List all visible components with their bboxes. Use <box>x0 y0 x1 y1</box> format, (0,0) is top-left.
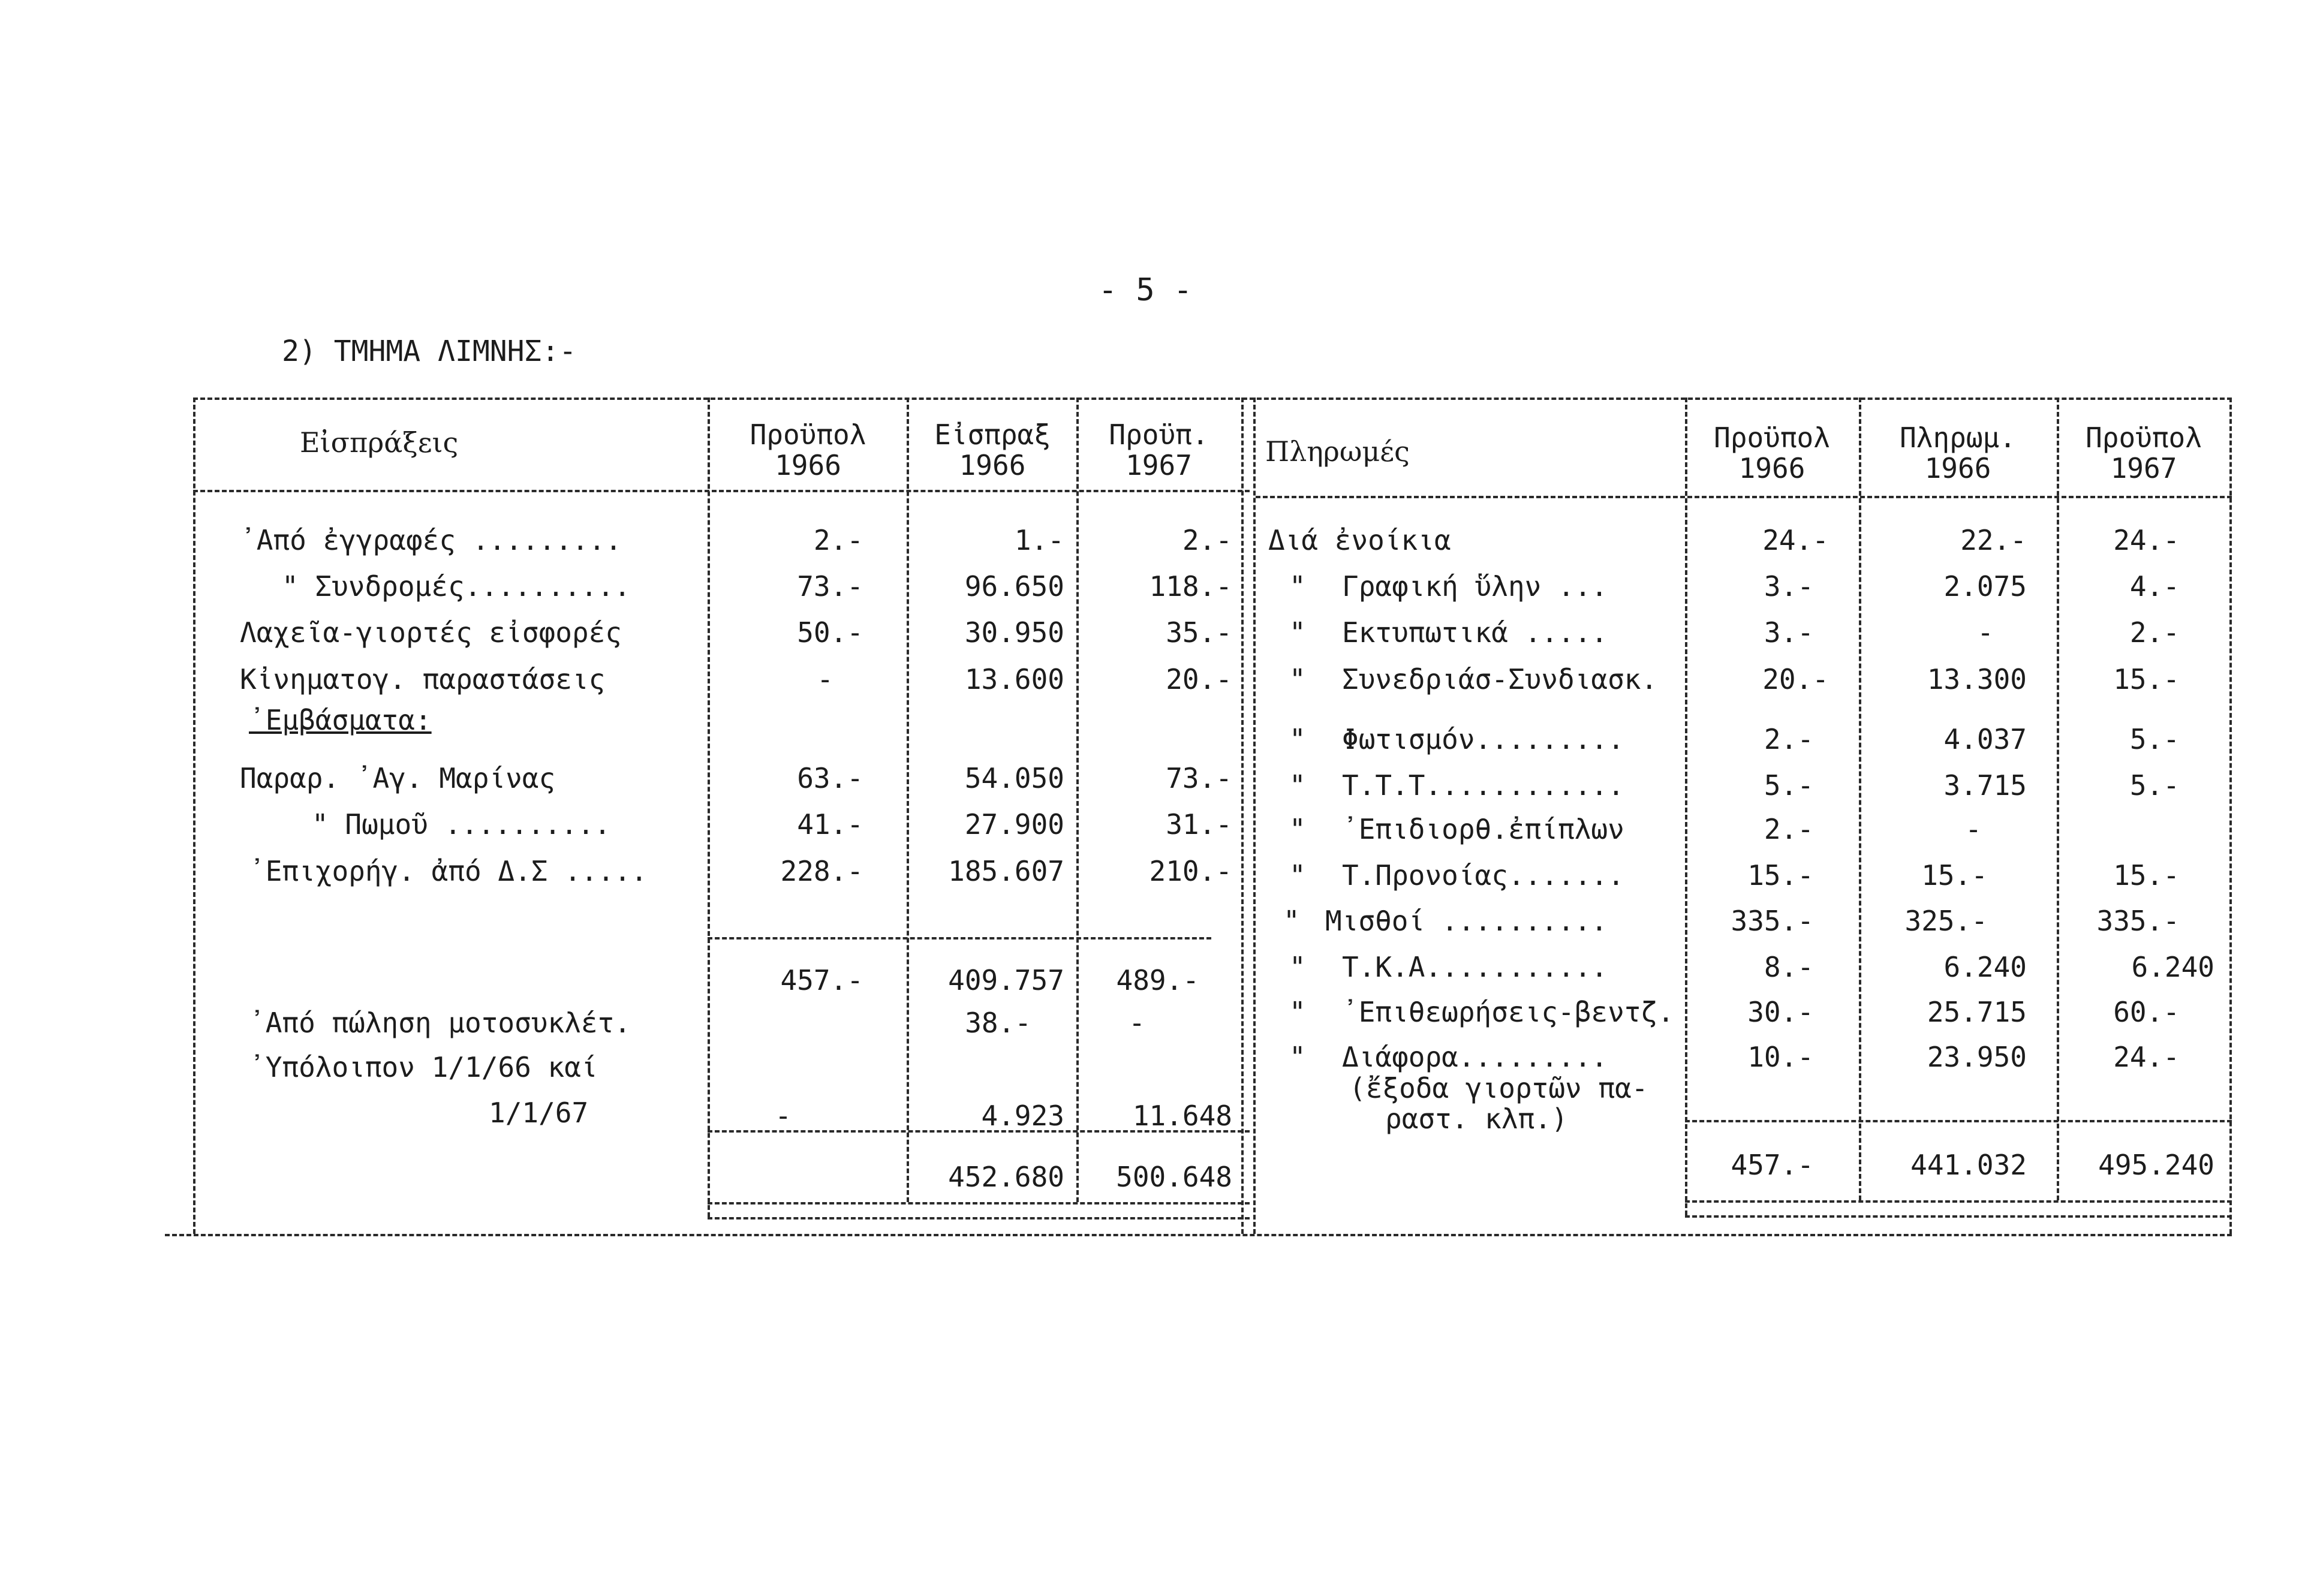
payment-note-line: ραστ. κλπ.) <box>1385 1103 1568 1135</box>
receipt-collected-1966: 4.923 <box>981 1100 1064 1132</box>
receipt-label: Παραρ. ᾽Αγ. Μαρίνας <box>240 762 556 794</box>
payment-paid-1966: 13.300 <box>1927 663 2027 695</box>
payment-label: Τ.Τ.Τ............ <box>1342 769 1624 802</box>
payment-budget-1966: 8.- <box>1764 951 1814 983</box>
receipt-label: Κἰνηματογ. παραστάσεις <box>240 663 606 695</box>
receipt-collected-1966: 1.- <box>1014 524 1064 556</box>
payment-paid-1966: 25.715 <box>1927 996 2027 1028</box>
receipt-budget-1966: 228.- <box>780 855 863 887</box>
receipts-header: Εἰσπράξεις <box>300 426 459 459</box>
payments-header: Πληρωμές <box>1265 435 1410 468</box>
receipt-budget-1966: - <box>817 663 833 695</box>
payment-budget-1966: 3.- <box>1764 616 1814 649</box>
receipt-label: ᾽Εμβάσματα: <box>249 704 432 736</box>
receipts-total-collected-1966: 452.680 <box>948 1161 1064 1193</box>
receipt-collected-1966: 13.600 <box>964 663 1064 695</box>
payment-ditto-mark: " <box>1289 570 1306 603</box>
payment-ditto-mark: " <box>1289 859 1306 892</box>
payments-total-budget-1967: 495.240 <box>2098 1149 2214 1181</box>
receipts-total-budget-1967: 500.648 <box>1116 1161 1232 1193</box>
section-title: 2) ΤΜΗΜΑ ΛΙΜΝΗΣ:- <box>282 335 577 368</box>
payment-paid-1966: 2.075 <box>1943 570 2027 603</box>
payment-budget-1967: 24.- <box>2113 524 2180 556</box>
payments-paid-1966-header: Πληρωμ. 1966 <box>1900 421 2016 484</box>
payment-label: Φωτισμόν......... <box>1342 723 1624 755</box>
receipt-budget-1967: 35.- <box>1166 616 1232 649</box>
receipt-budget-1967: 20.- <box>1166 663 1232 695</box>
payment-budget-1966: 30.- <box>1747 996 1814 1028</box>
payment-budget-1966: 335.- <box>1731 905 1814 937</box>
receipt-collected-1966: 54.050 <box>964 762 1064 794</box>
receipt-collected-1966: 27.900 <box>964 808 1064 841</box>
payment-label: ᾽Επιθεωρήσεις-βεντζ. <box>1342 996 1674 1028</box>
payment-paid-1966: 4.037 <box>1943 723 2027 755</box>
payment-budget-1967: 335.- <box>2096 905 2180 937</box>
payment-ditto-mark: " <box>1289 616 1306 649</box>
payment-paid-1966: 6.240 <box>1943 951 2027 983</box>
payment-label: Διά ἐνοίκια <box>1268 524 1451 556</box>
receipt-label: ᾽Υπόλοιπον 1/1/66 καί <box>249 1051 598 1083</box>
receipts-budget-1966-header: Προϋπολ 1966 <box>750 418 866 481</box>
payment-label: Τ.Προνοίας....... <box>1342 859 1624 892</box>
receipt-budget-1967: 73.- <box>1166 762 1232 794</box>
payment-budget-1967: 15.- <box>2113 859 2180 892</box>
payment-label: Συνεδριάσ-Συνδιασκ. <box>1342 663 1658 695</box>
receipts-subtotal-budget-1966: 457.- <box>780 964 863 996</box>
payment-paid-1966: - <box>1965 813 1982 845</box>
payment-label: Διάφορα......... <box>1342 1041 1608 1073</box>
payment-budget-1967: 60.- <box>2113 996 2180 1028</box>
payment-ditto-mark: " <box>1289 813 1306 845</box>
payments-budget-1966-header: Προϋπολ 1966 <box>1714 421 1830 484</box>
payment-ditto-mark: " <box>1283 905 1300 937</box>
payment-budget-1967: 15.- <box>2113 663 2180 695</box>
receipt-budget-1967: 11.648 <box>1132 1100 1232 1132</box>
payment-ditto-mark: " <box>1289 996 1306 1028</box>
payment-budget-1966: 2.- <box>1764 813 1814 845</box>
receipt-budget-1967: 31.- <box>1166 808 1232 841</box>
payment-label: Γραφική ὕλην ... <box>1342 570 1608 603</box>
payment-budget-1966: 10.- <box>1747 1041 1814 1073</box>
payment-ditto-mark: " <box>1289 663 1306 695</box>
payment-budget-1967: 6.240 <box>2131 951 2214 983</box>
payment-note-line: (ἔξοδα γιορτῶν πα- <box>1349 1072 1648 1104</box>
payment-budget-1967: 5.- <box>2129 723 2180 755</box>
receipt-budget-1966: 63.- <box>797 762 863 794</box>
receipt-budget-1967: 210.- <box>1149 855 1232 887</box>
receipts-subtotal-budget-1967: 489.- <box>1116 964 1199 996</box>
receipt-label: ᾽Από ἐγγραφές ......... <box>240 524 622 556</box>
receipt-budget-1966: 2.- <box>813 524 863 556</box>
receipt-collected-1966: 96.650 <box>964 570 1064 603</box>
payments-total-budget-1966: 457.- <box>1731 1149 1814 1181</box>
payment-label: Μισθοί .......... <box>1325 905 1608 937</box>
payment-paid-1966: 22.- <box>1960 524 2027 556</box>
receipt-budget-1966: - <box>775 1100 792 1132</box>
receipt-collected-1966: 185.607 <box>948 855 1064 887</box>
payment-ditto-mark: " <box>1289 723 1306 755</box>
payment-budget-1966: 24.- <box>1762 524 1829 556</box>
payment-budget-1967: 24.- <box>2113 1041 2180 1073</box>
receipt-label: " Συνδρομές.......... <box>282 570 631 603</box>
receipt-budget-1966: 41.- <box>797 808 863 841</box>
receipt-label: ᾽Επιχορήγ. ἀπό Δ.Σ ..... <box>249 855 648 887</box>
receipt-collected-1966: 38.- <box>965 1007 1031 1039</box>
payment-label: ᾽Επιδιορθ.ἐπίπλων <box>1342 813 1624 845</box>
receipt-budget-1966: 73.- <box>797 570 863 603</box>
payment-ditto-mark: " <box>1289 769 1306 802</box>
payment-ditto-mark: " <box>1289 951 1306 983</box>
receipt-budget-1967: 2.- <box>1182 524 1232 556</box>
payment-paid-1966: - <box>1977 616 1994 649</box>
page-number: - 5 - <box>1098 272 1193 308</box>
payment-paid-1966: 325.- <box>1904 905 1988 937</box>
payment-budget-1967: 4.- <box>2129 570 2180 603</box>
receipt-label: 1/1/67 <box>489 1097 589 1129</box>
receipts-subtotal-collected-1966: 409.757 <box>948 964 1064 996</box>
payments-budget-1967-header: Προϋπολ 1967 <box>2086 421 2202 484</box>
receipts-budget-1967-header: Προϋπ. 1967 <box>1109 418 1209 481</box>
receipt-label: Λαχεῖα-γιορτές εἰσφορές <box>240 616 622 649</box>
receipt-label: " Πωμοῦ .......... <box>312 808 611 841</box>
receipts-collected-1966-header: Εἰσπραξ 1966 <box>934 418 1051 481</box>
payment-paid-1966: 3.715 <box>1943 769 2027 802</box>
receipt-collected-1966: 30.950 <box>964 616 1064 649</box>
payment-paid-1966: 23.950 <box>1927 1041 2027 1073</box>
receipt-label: ᾽Από πώληση μοτοσυκλέτ. <box>249 1007 631 1039</box>
payment-label: Τ.Κ.Α........... <box>1342 951 1608 983</box>
payment-budget-1967: 2.- <box>2129 616 2180 649</box>
payment-budget-1966: 2.- <box>1764 723 1814 755</box>
payment-budget-1966: 20.- <box>1762 663 1829 695</box>
payment-budget-1967: 5.- <box>2129 769 2180 802</box>
receipt-budget-1966: 50.- <box>797 616 863 649</box>
payments-total-paid-1966: 441.032 <box>1910 1149 2027 1181</box>
receipt-budget-1967: - <box>1129 1007 1145 1039</box>
payment-budget-1966: 15.- <box>1747 859 1814 892</box>
payment-label: Εκτυπωτικά ..... <box>1342 616 1608 649</box>
payment-budget-1966: 3.- <box>1764 570 1814 603</box>
payment-budget-1966: 5.- <box>1764 769 1814 802</box>
payment-paid-1966: 15.- <box>1921 859 1988 892</box>
payment-ditto-mark: " <box>1289 1041 1306 1073</box>
receipt-budget-1967: 118.- <box>1149 570 1232 603</box>
